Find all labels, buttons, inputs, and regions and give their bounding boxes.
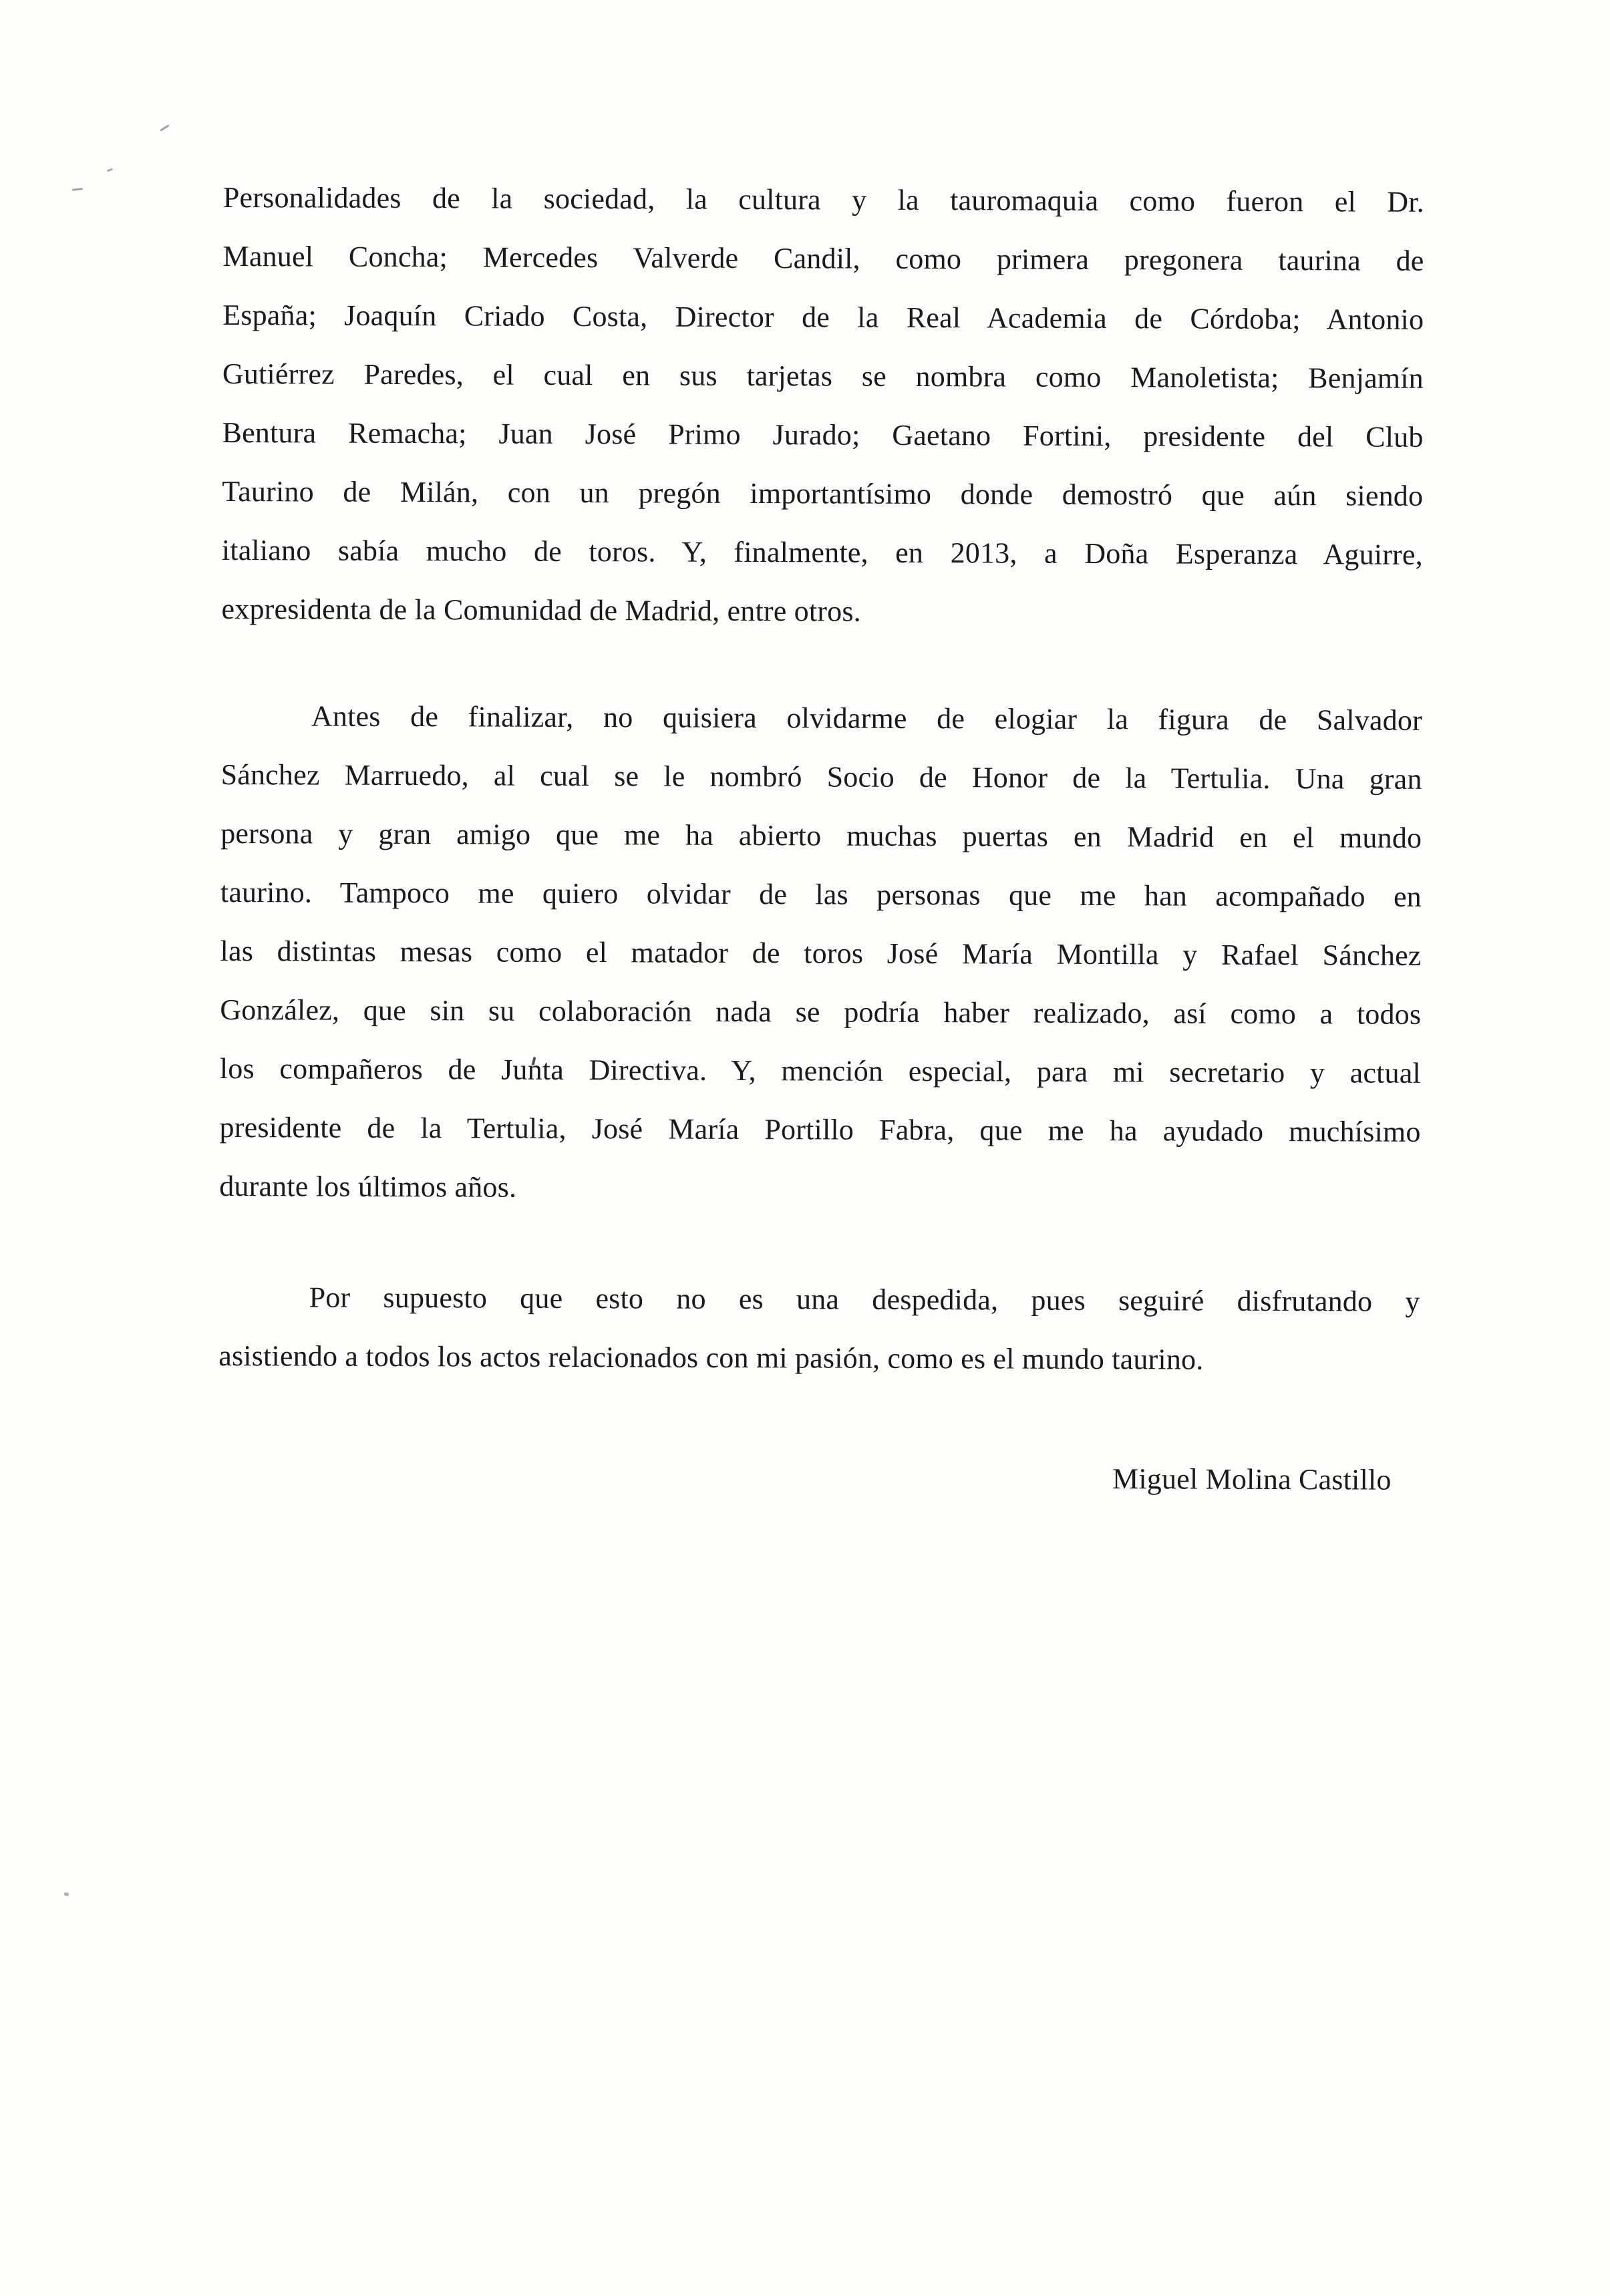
text-line: taurino. Tampoco me quiero olvidar de las personas que me han acompañado en — [220, 875, 1422, 913]
text-line: Taurino de Milán, con un pregón importantísimo donde demostró que aún siendo — [222, 474, 1424, 512]
text-line: durante los últimos años. — [219, 1169, 517, 1204]
text-line: Sánchez Marruedo, al cual se le nombró Socio de Honor de la Tertulia. Una gran — [220, 758, 1422, 796]
text-line: los compañeros de Junta Directiva. Y, mención especial, para mi secretario y actual — [219, 1051, 1422, 1090]
paragraph-antes-de-finalizar — [219, 687, 1422, 1220]
paragraph-personalidades — [221, 168, 1424, 643]
text-line: Gutiérrez Paredes, el cual en sus tarjetas se nombra como Manoletista; Benjamín — [222, 357, 1424, 395]
text-line: González, que sin su colaboración nada se podría haber realizado, así como a todos — [220, 993, 1422, 1031]
text-line: italiano sabía mucho de toros. Y, finalmente, en 2013, a Doña Esperanza Aguirre, — [221, 533, 1423, 571]
text-line: Antes de finalizar, no quisiera olvidarme de elogiar la figura de Salvador — [311, 699, 1423, 737]
text-line: persona y gran amigo que me ha abierto muchas puertas en Madrid en el mundo — [220, 816, 1422, 854]
text-line: Personalidades de la sociedad, la cultura y la tauromaquia como fueron el Dr. — [222, 180, 1425, 218]
text-line: Manuel Concha; Mercedes Valverde Candil, como primera pregonera taurina de — [222, 239, 1424, 277]
text-line: Bentura Remacha; Juan José Primo Jurado; Gaetano Fortini, presidente del Club — [222, 416, 1424, 454]
text-line: las distintas mesas como el matador de toros José María Montilla y Rafael Sánchez — [220, 934, 1422, 972]
paragraph-por-supuesto — [218, 1268, 1420, 1390]
text-line: presidente de la Tertulia, José María Portillo Fabra, que me ha ayudado muchísimo — [219, 1110, 1421, 1148]
signature: Miguel Molina Castillo — [1112, 1462, 1392, 1496]
scan-speck — [64, 1892, 69, 1896]
text-line: asistiendo a todos los actos relacionados con mi pasión, como es el mundo taurino. — [218, 1339, 1204, 1376]
text-line: España; Joaquín Criado Costa, Director de la Real Academia de Córdoba; Antonio — [222, 298, 1424, 336]
text-line: expresidenta de la Comunidad de Madrid, entre otros. — [221, 592, 862, 628]
text-line: Por supuesto que esto no es una despedida, pues seguiré disfrutando y — [309, 1281, 1420, 1318]
